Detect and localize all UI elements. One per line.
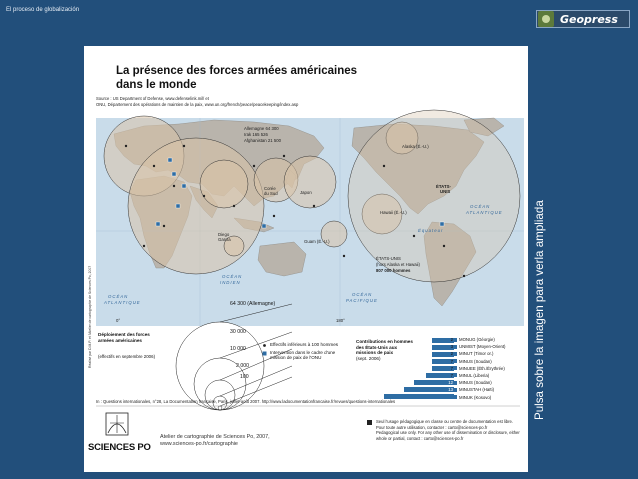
label-equateur: Équateur [418, 228, 444, 233]
mission-count: 3 [450, 344, 453, 350]
mission-count: 2 [450, 351, 453, 357]
label-ocean-indien-2: INDIEN [220, 280, 241, 285]
globe-icon [538, 11, 554, 27]
label-ocean-pacifique-2: PACIFIQUE [346, 298, 378, 303]
label-eu-total-3: 807 000 hommes [376, 268, 411, 273]
scale-label-10000: 10 000 [230, 346, 246, 352]
label-ocean-atlantique-sud: OCÉAN [108, 294, 129, 299]
label-alaska: Alaska (É.-U.) [402, 144, 429, 149]
scale-label-2000: 2 000 [236, 363, 249, 369]
label-ocean-atlantique: OCÉAN [470, 204, 491, 209]
poster-title-line2: dans le monde [116, 79, 197, 91]
label-coree: Corée [264, 186, 276, 191]
mission-row [419, 379, 527, 386]
mission-row [419, 350, 527, 357]
label-guam: Guam (É.-U.) [304, 239, 330, 244]
contrib-title: Contributions en hommes des États-Unis aux missions de paix (sept. 2006) [356, 339, 413, 361]
circle-japon [284, 156, 336, 208]
scale-label-64300: 64 300 (Allemagne) [230, 301, 276, 307]
scale-label-100: 100 [240, 374, 249, 380]
label-irak: Irak 165 526 [244, 132, 268, 137]
mission-row [419, 372, 527, 379]
mission-square-icon [453, 388, 457, 392]
legend-title: Déploiement des forces armées américaines [98, 332, 150, 343]
mission-name: MINUEE (Éth./Érythrée) [459, 365, 505, 371]
logo-text: Geopress [560, 12, 618, 26]
mission-name: MINUK (Kosovo) [459, 394, 492, 400]
mission-count: 2 [450, 337, 453, 342]
mission-square-icon [453, 366, 457, 370]
usage-notice: Seul l'usage pédagogique en classe ou centre de documentation est libre. Pour toute autre utilisation, contacter : carto@sciences-po.fr Pedagogical use only. For any other use of dissemination or disclosure, either whole or partial, contact : carto@sciences-po.fr [376, 419, 520, 441]
label-garcia: Garcia [218, 237, 231, 242]
poster-title-line1: La présence des forces armées américaines [116, 65, 358, 77]
label-ocean-atlantique-sud-2: ATLANTIQUE [104, 300, 141, 305]
mission-row [419, 343, 527, 350]
circle-irak [128, 138, 264, 274]
source-line1: Source : US Department of Defense, www.defenselink.mil/ et [96, 96, 209, 101]
mission-row [419, 336, 527, 343]
scale-label-30000: 30 000 [230, 329, 246, 335]
zoom-hint[interactable]: Pulsa sobre la imagen para verla ampliada [533, 200, 546, 420]
mission-name: MINUS (Soudan) [459, 380, 492, 386]
mission-square-icon [453, 345, 457, 349]
mission-name: MINUS (Soudan) [459, 358, 492, 364]
mission-name: MINUT (Timor or.) [459, 351, 494, 357]
label-diego: Diego [218, 232, 230, 237]
missions-list [419, 336, 527, 401]
label-allemagne: Allemagne 64 300 [244, 126, 279, 131]
mission-count: 7 [450, 365, 453, 371]
geopress-logo[interactable] [536, 10, 630, 28]
contrib-date: (sept. 2006) [356, 355, 381, 361]
label-etats-unis: ÉTATS- [436, 184, 451, 189]
circle-afghanistan [200, 160, 248, 208]
label-hawaii: Hawaii (É.-U.) [380, 210, 407, 215]
mission-name: MINUSTAH (Haïti) [459, 387, 495, 393]
mission-count: 13 [448, 387, 453, 393]
label-japon: Japon [300, 190, 312, 195]
legend-subtitle: (effectifs en septembre 2006) [98, 354, 156, 359]
mission-name: UNMIST (Moyen-Orient) [459, 344, 506, 350]
citation: In : Questions internationales, n°28, La Documentation française, Paris, juillet-août 2007. http://www.ladocumentationfrancaise.fr/revues/questions-internationales [96, 399, 396, 404]
label-ocean-indien: OCÉAN [222, 274, 243, 279]
school-name: SCIENCES PO [88, 442, 151, 453]
label-afghanistan: Afghanistan 21 500 [244, 138, 282, 143]
legend-item-small: Effectifs inférieurs à 100 hommes [262, 342, 352, 348]
atelier-credit: Atelier de cartographie de Sciences Po, 2007, www.sciences-po.fr/cartographie [160, 434, 270, 447]
vertical-credit: Réalisé par D.M.P. et l'Atelier de cartographie de Sciences Po, 2007 [88, 265, 92, 368]
mission-row [419, 386, 527, 393]
label-eu-total: ÉTATS-UNIS [376, 256, 401, 261]
label-meridian-180: 180° [336, 318, 345, 323]
mission-square-icon [453, 338, 457, 342]
slide-header [0, 0, 638, 30]
slide-title: El proceso de globalización [6, 7, 80, 13]
mission-count: 7 [450, 358, 453, 364]
mission-name: MONUG (Géorgie) [459, 337, 495, 342]
land-australia [258, 242, 306, 276]
label-ocean-atlantique-2: ATLANTIQUE [466, 210, 503, 215]
circle-usa [348, 110, 520, 282]
source-line2: ONU, Département des opérations de maintien de la paix, www.un.org/french/peace/peacekeeping/index.asp [96, 101, 299, 107]
label-meridian-0: 0° [116, 318, 121, 323]
mission-count: 7 [450, 372, 453, 378]
mission-square-icon [453, 373, 457, 377]
legend-item-mission: Intervention dans le cadre d'une mission de paix de l'ONU [262, 350, 352, 361]
dot-icon [262, 343, 267, 348]
notice-bullet-icon [367, 420, 372, 425]
mission-square-icon [453, 381, 457, 385]
map-poster[interactable] [84, 46, 528, 472]
mission-square-icon [453, 359, 457, 363]
label-ocean-pacifique: OCÉAN [352, 292, 373, 297]
label-coree-sud: du Sud [264, 191, 278, 196]
mission-square-icon [262, 351, 267, 356]
label-etats-unis-2: UNIS [440, 189, 451, 194]
mission-name: MINUL (Liberia) [459, 372, 490, 378]
mission-count: 12 [448, 380, 453, 386]
mission-row [419, 358, 527, 365]
legend-items [262, 342, 352, 363]
mission-row [419, 365, 527, 372]
label-eu-total-2: (hors Alaska et Hawaii) [376, 262, 420, 267]
mission-square-icon [453, 352, 457, 356]
